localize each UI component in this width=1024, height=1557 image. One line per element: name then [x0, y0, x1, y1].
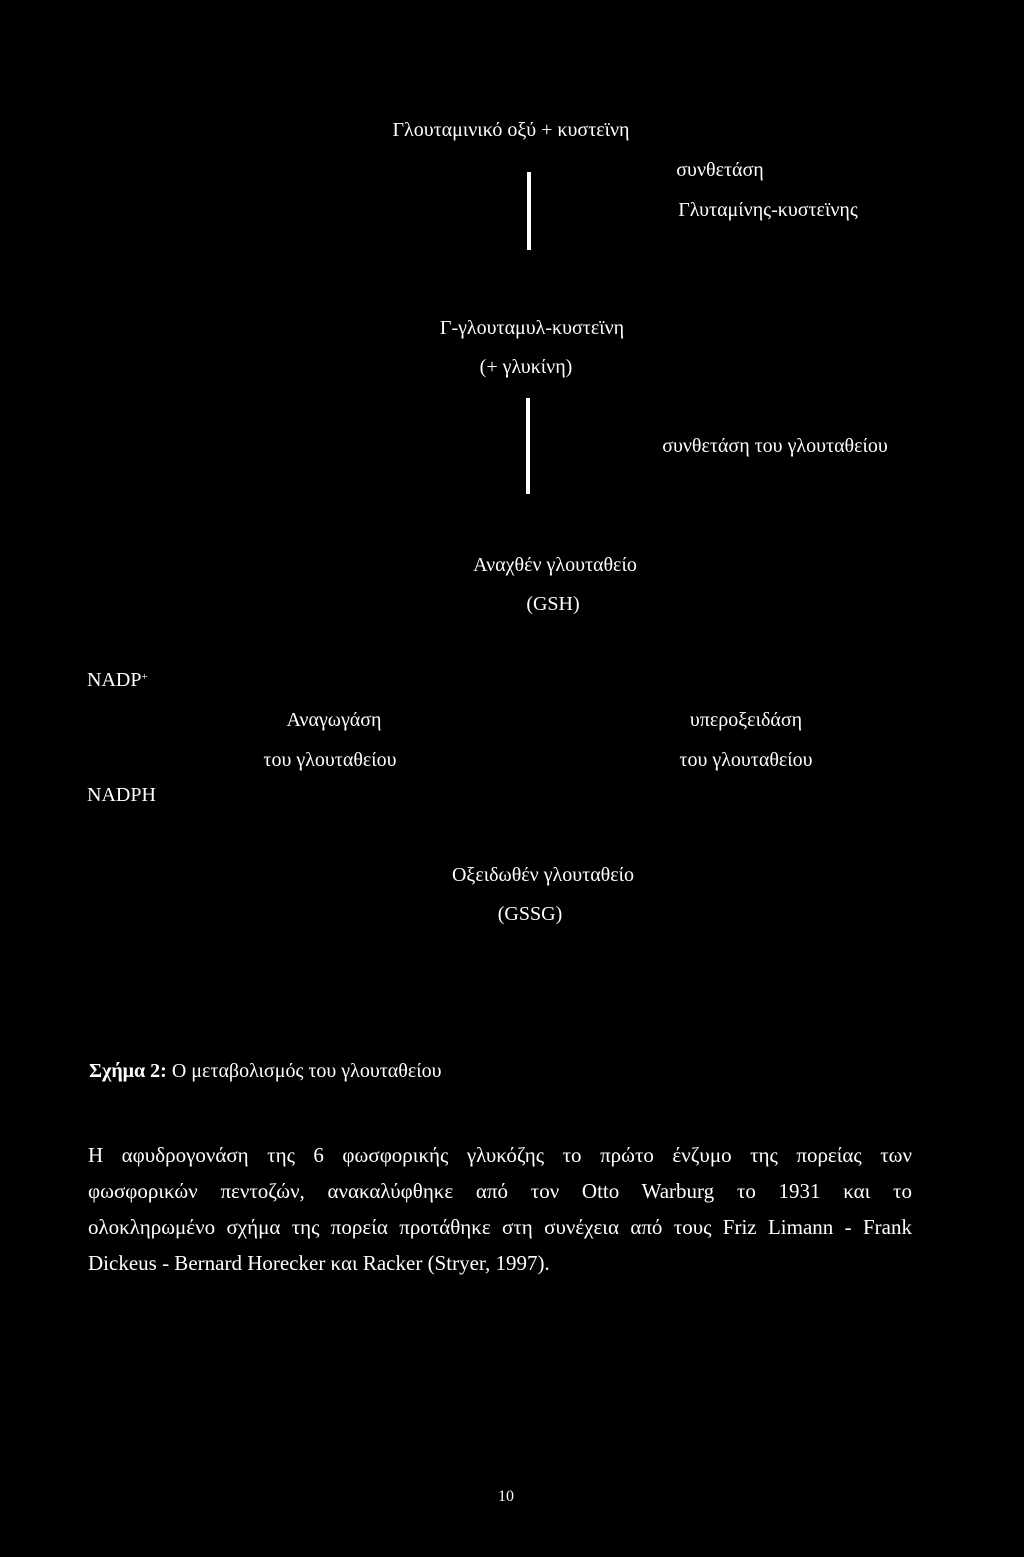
oxidized-glutathione-line1: Οξειδωθέν γλουταθείο — [451, 864, 635, 886]
reduced-glutathione-line2: (GSH) — [526, 593, 580, 615]
nadp-plus-label: NADP+ — [87, 669, 148, 691]
peroxidase-line1: υπεροξειδάση — [689, 709, 803, 731]
reductase-line2: του γλουταθείου — [263, 749, 397, 771]
caption-label: Σχήμα 2: — [89, 1060, 167, 1082]
page-number: 10 — [498, 1488, 514, 1505]
reduced-glutathione-line1: Αναχθέν γλουταθείο — [473, 554, 637, 576]
peroxidase-line2: του γλουταθείου — [679, 749, 813, 771]
intermediate-line1: Γ-γλουταμυλ-κυστεϊνη — [439, 317, 625, 339]
start-substrates: Γλουταμινικό οξύ + κυστεϊνη — [392, 119, 630, 141]
step1-enzyme-line2: Γλυταμίνης-κυστεϊνης — [678, 199, 858, 221]
paragraph-line: ολοκληρωμένο σχήμα της πορεία προτάθηκε στη συνέχεια από τους Friz Limann - Frank — [88, 1215, 912, 1239]
step1-enzyme-line1: συνθετάση — [676, 159, 764, 181]
arrow-step2 — [526, 398, 530, 494]
paragraph-line: Dickeus - Bernard Horecker και Racker (Stryer, 1997). — [88, 1251, 550, 1275]
nadph-label: NADPH — [87, 784, 156, 806]
oxidized-glutathione-line2: (GSSG) — [497, 903, 563, 925]
reductase-line1: Αναγωγάση — [286, 709, 382, 731]
paragraph-line: Η αφυδρογονάση της 6 φωσφορικής γλυκόζης το πρώτο ένζυμο της πορείας των — [88, 1143, 912, 1167]
caption-text: Ο μεταβολισμός του γλουταθείου — [166, 1060, 442, 1082]
intermediate-line2: (+ γλυκίνη) — [479, 356, 573, 378]
body-paragraph — [88, 1137, 912, 1281]
paragraph-line: φωσφορικών πεντοζών, ανακαλύφθηκε από τον Otto Warburg το 1931 και το — [88, 1179, 912, 1203]
figure-caption — [89, 1059, 442, 1083]
arrow-step1 — [527, 172, 531, 250]
step2-enzyme: συνθετάση του γλουταθείου — [662, 435, 888, 457]
